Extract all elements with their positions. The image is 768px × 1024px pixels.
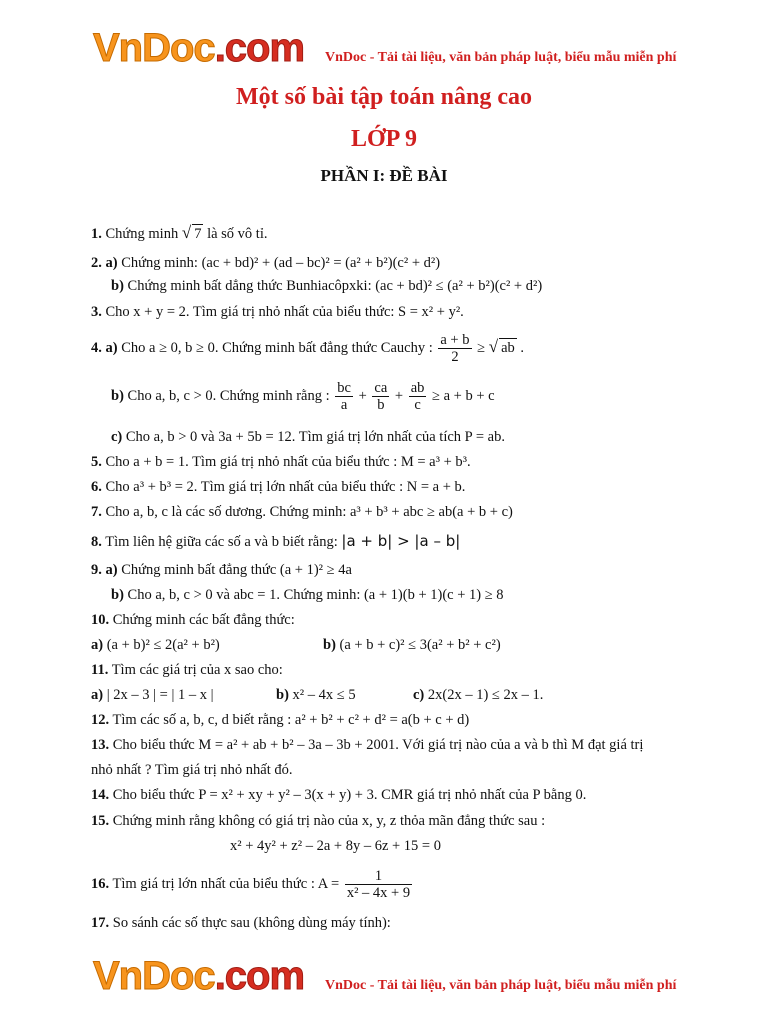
problem-1 <box>91 224 267 243</box>
problem-4a <box>91 332 524 365</box>
fraction <box>409 380 427 413</box>
problem-text: Tìm các số a, b, c, d biết rằng : a² + b² + c² + d² = a(b + c + d) <box>112 712 470 728</box>
problem-number: 4. <box>91 339 102 356</box>
problem-number: 12. <box>91 712 110 728</box>
problem-number: 13. <box>91 737 110 753</box>
sqrt-sign: √ <box>181 223 192 242</box>
problem-number: 6. <box>91 479 102 495</box>
logo-tld: .com <box>214 26 305 70</box>
problem-number: 10. <box>91 612 110 628</box>
problem-text: Chứng minh bất dẳng thức Bunhiacôpxki: (ac + bd)² ≤ (a² + b²)(c² + d²) <box>127 278 543 294</box>
problem-text: Chứng minh rằng không có giá trị nào của x, y, z thỏa mãn đẳng thức sau : <box>112 813 546 829</box>
numerator: a + b <box>440 332 470 348</box>
problem-4b <box>111 380 495 413</box>
problem-4c <box>111 428 505 446</box>
fraction <box>335 380 353 413</box>
problem-10b <box>323 636 501 654</box>
numerator: bc <box>337 380 351 396</box>
radicand: ab <box>501 339 515 356</box>
absolute-value-expression: |a + b| > |a – b| <box>341 532 461 550</box>
problem-10a <box>91 636 220 654</box>
problem-number: 1. <box>91 226 102 242</box>
logo-text: VnDoc <box>93 26 215 70</box>
problem-text: Cho a, b, c là các số dương. Chứng minh: a³ + b³ + abc ≥ ab(a + b + c) <box>105 504 513 520</box>
page-header <box>0 24 768 84</box>
problem-9b <box>111 586 504 604</box>
problem-text: Chứng minh: (ac + bd)² + (ad – bc)² = (a² + b²)(c² + d²) <box>121 255 441 271</box>
logo-tld: .com <box>214 954 305 998</box>
problem-number: 3. <box>91 304 102 320</box>
problem-text: 2x(2x – 1) ≤ 2x – 1. <box>427 687 544 703</box>
problem-11 <box>91 661 283 679</box>
problem-12 <box>91 711 469 729</box>
problem-8 <box>91 532 460 551</box>
part-label: b) <box>111 387 124 404</box>
problem-text: là số vô tỉ. <box>207 226 268 242</box>
problem-11c <box>413 686 543 704</box>
problem-text: Chứng minh bất đẳng thức (a + 1)² ≥ 4a <box>121 562 352 578</box>
footer-slogan: VnDoc - Tải tài liệu, văn bản pháp luật, biểu mẫu miễn phí <box>325 978 677 993</box>
problem-number: 15. <box>91 813 110 829</box>
part-label: b) <box>276 687 289 703</box>
problem-number: 16. <box>91 875 110 892</box>
problem-number: 2. <box>91 255 102 271</box>
problem-text: x² – 4x ≤ 5 <box>292 687 356 703</box>
problem-text: Tìm liên hệ giữa các số a và b biết rằng: <box>105 534 338 550</box>
problem-11b <box>276 686 356 704</box>
problem-number: 7. <box>91 504 102 520</box>
problem-number: 5. <box>91 454 102 470</box>
problem-text: Tìm các giá trị của x sao cho: <box>111 662 283 678</box>
problem-text: Cho a, b > 0 và 3a + 5b = 12. Tìm giá trị lớn nhất của tích P = ab. <box>125 429 505 445</box>
problem-17 <box>91 914 391 932</box>
problem-13-cont <box>91 761 293 779</box>
denominator: x² – 4x + 9 <box>346 885 411 901</box>
fraction <box>372 380 389 413</box>
denominator: 2 <box>438 348 471 365</box>
problem-text: Cho a, b, c > 0 và abc = 1. Chứng minh: (a + 1)(b + 1)(c + 1) ≥ 8 <box>127 587 504 603</box>
problem-text: Cho x + y = 2. Tìm giá trị nhỏ nhất của biểu thức: S = x² + y². <box>105 304 464 320</box>
problem-number: 8. <box>91 534 102 550</box>
numerator: ca <box>374 380 388 396</box>
problem-text: Cho biểu thức M = a² + ab + b² – 3a – 3b + 2001. Với giá trị nào của a và b thì M đạt giá trị <box>112 737 644 753</box>
problem-9a <box>91 561 352 579</box>
vndoc-logo[interactable] <box>93 24 304 72</box>
problem-text: So sánh các số thực sau (không dùng máy tính): <box>112 915 391 931</box>
part-label: a) <box>105 562 118 578</box>
operator: + <box>358 387 367 404</box>
sqrt-sign: √ <box>488 336 499 356</box>
denominator: c <box>409 396 427 413</box>
problem-5 <box>91 453 471 471</box>
problem-text: (a + b + c)² ≤ 3(a² + b² + c²) <box>339 637 501 653</box>
part-label: a) <box>105 339 118 356</box>
section-title: PHẦN I: ĐỀ BÀI <box>320 166 448 185</box>
problem-15-equation <box>230 837 441 855</box>
document-title: Một số bài tập toán nâng cao <box>235 84 533 110</box>
problem-number: 17. <box>91 915 110 931</box>
problem-7 <box>91 503 513 521</box>
part-label: b) <box>323 637 336 653</box>
expression-lhs: A = <box>317 875 340 892</box>
header-slogan: VnDoc - Tải tài liệu, văn bản pháp luật, biểu mẫu miễn phí <box>325 50 677 65</box>
problem-text: Cho a, b, c > 0. Chứng minh rằng : <box>127 387 330 404</box>
radicand: 7 <box>194 226 202 242</box>
part-label: c) <box>413 687 425 703</box>
problem-text: Cho a + b = 1. Tìm giá trị nhỏ nhất của biểu thức : M = a³ + b³. <box>105 454 471 470</box>
part-label: a) <box>91 637 104 653</box>
problem-3 <box>91 303 464 321</box>
problem-13 <box>91 736 643 754</box>
part-label: a) <box>105 255 118 271</box>
problem-number: 9. <box>91 562 102 578</box>
vndoc-logo[interactable] <box>93 952 304 1000</box>
numerator: 1 <box>374 868 383 884</box>
problem-15 <box>91 812 545 830</box>
problem-text: Chứng minh <box>105 226 179 242</box>
problem-text: nhỏ nhất ? Tìm giá trị nhỏ nhất đó. <box>91 762 293 778</box>
fraction <box>438 332 471 365</box>
problem-text: | 2x – 3 | = | 1 – x | <box>106 687 214 703</box>
problem-text: Cho biểu thức P = x² + xy + y² – 3(x + y) + 3. CMR giá trị nhỏ nhất của P bằng 0. <box>112 787 587 803</box>
part-label: c) <box>111 429 123 445</box>
problem-2b <box>111 277 542 295</box>
problem-text: Chứng minh các bất đẳng thức: <box>112 612 295 628</box>
problem-text: Tìm giá trị lớn nhất của biểu thức : <box>112 875 315 892</box>
part-label: b) <box>111 278 124 294</box>
problem-2a <box>91 254 440 272</box>
equation: x² + 4y² + z² – 2a + 8y – 6z + 15 = 0 <box>230 838 441 854</box>
numerator: ab <box>410 380 425 396</box>
problem-11a <box>91 686 214 704</box>
problem-14 <box>91 786 586 804</box>
problem-text: Cho a³ + b³ = 2. Tìm giá trị lớn nhất của biểu thức : N = a + b. <box>105 479 466 495</box>
part-label: b) <box>111 587 124 603</box>
problem-16 <box>91 868 414 901</box>
denominator: a <box>335 396 353 413</box>
page-footer <box>0 952 768 1012</box>
problem-text: (a + b)² ≤ 2(a² + b²) <box>106 637 220 653</box>
inequality-rhs: ≥ a + b + c <box>432 387 495 404</box>
operator: + <box>394 387 404 404</box>
denominator: b <box>372 396 389 413</box>
operator: ≥ <box>477 339 486 356</box>
punctuation: . <box>520 339 524 356</box>
problem-6 <box>91 478 465 496</box>
problem-number: 14. <box>91 787 110 803</box>
problem-number: 11. <box>91 662 109 678</box>
part-label: a) <box>91 687 104 703</box>
problem-10 <box>91 611 295 629</box>
logo-text: VnDoc <box>93 954 215 998</box>
grade-title: LỚP 9 <box>350 126 417 152</box>
fraction <box>345 868 412 901</box>
problem-text: Cho a ≥ 0, b ≥ 0. Chứng minh bất đẳng thức Cauchy : <box>121 339 433 356</box>
